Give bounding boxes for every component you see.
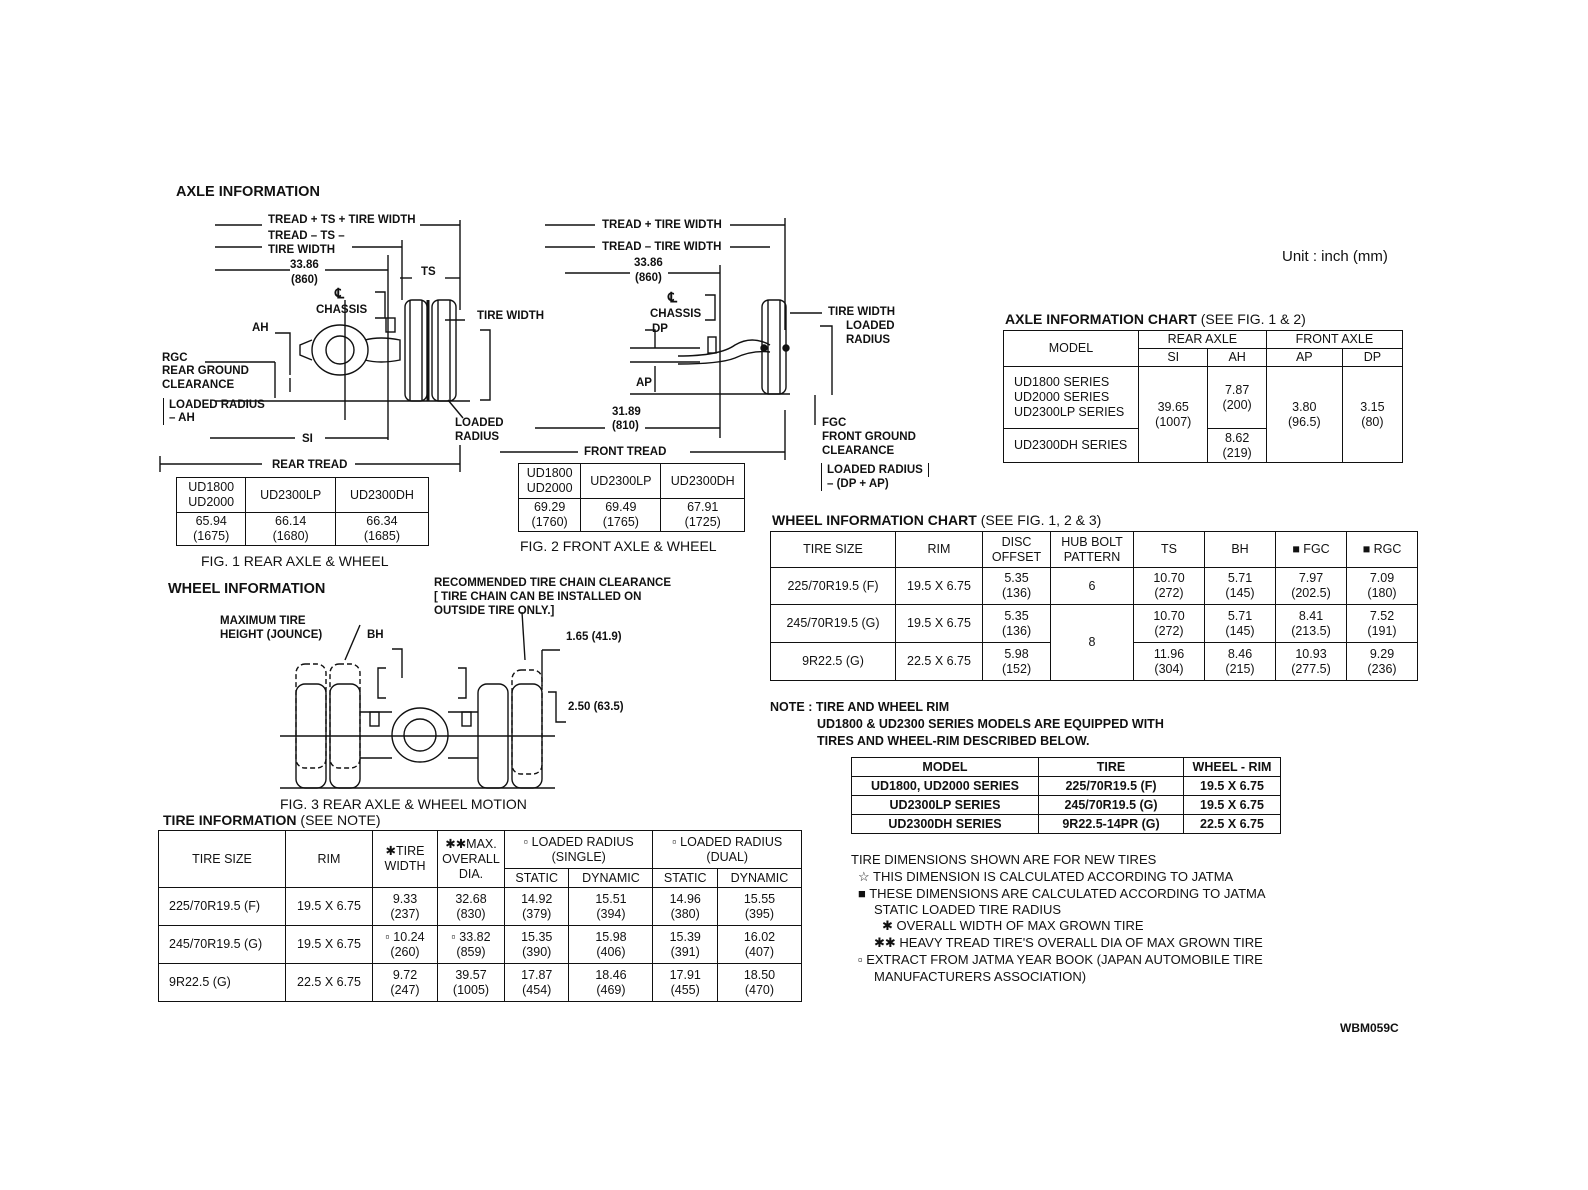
footnote-2: ■ THESE DIMENSIONS ARE CALCULATED ACCORDING TO JATMA bbox=[858, 886, 1266, 901]
fig1-loaded-radius: LOADED RADIUS bbox=[163, 398, 265, 412]
fig1-loaded: LOADED bbox=[455, 417, 504, 429]
fig3-caption: FIG. 3 REAR AXLE & WHEEL MOTION bbox=[280, 796, 527, 812]
fig3-drawing bbox=[280, 612, 566, 788]
note-line-2: UD1800 & UD2300 SERIES MODELS ARE EQUIPPED WITH bbox=[817, 717, 1164, 731]
fig2-front-tread: FRONT TREAD bbox=[584, 446, 667, 458]
wheel-chart-title: WHEEL INFORMATION CHART (SEE FIG. 1, 2 & 3) bbox=[772, 512, 1102, 528]
fig1-caption: FIG. 1 REAR AXLE & WHEEL bbox=[201, 553, 389, 569]
fig1-dim-860: (860) bbox=[291, 274, 318, 286]
unit-label: Unit : inch (mm) bbox=[1282, 248, 1388, 265]
table-row: 245/70R19.5 (G) 19.5 X 6.75 ▫ 10.24 (260) ▫ 33.82 (859) 15.35 (390) 15.98 (406) 15.39 (391) 16.02 (407) bbox=[159, 926, 802, 964]
note-line-1: NOTE : TIRE AND WHEEL RIM bbox=[770, 700, 950, 714]
fig2-caption: FIG. 2 FRONT AXLE & WHEEL bbox=[520, 538, 717, 554]
fig3-chain-2: [ TIRE CHAIN CAN BE INSTALLED ON bbox=[434, 591, 642, 603]
fig2-front-ground: FRONT GROUND bbox=[822, 431, 916, 443]
fig3-dim-165: 1.65 (41.9) bbox=[566, 631, 622, 643]
table-row: 225/70R19.5 (F) 19.5 X 6.75 5.35 (136) 6 10.70 (272) 5.71 (145) 7.97 (202.5) 7.09 (180) bbox=[771, 568, 1418, 605]
fig1-tread-minus-ts: TREAD – TS – bbox=[268, 230, 345, 242]
fig1-tread-minus-ts-2: TIRE WIDTH bbox=[268, 244, 336, 256]
table-row: 245/70R19.5 (G) 19.5 X 6.75 5.35 (136) 8 10.70 (272) 5.71 (145) 8.41 (213.5) 7.52 (191) bbox=[771, 605, 1418, 643]
fig1-rear-ground: REAR GROUND bbox=[162, 365, 249, 377]
drawing-code: WBM059C bbox=[1340, 1021, 1399, 1035]
fig1-minus-ah: – AH bbox=[163, 411, 195, 425]
axle-information-title: AXLE INFORMATION bbox=[176, 184, 320, 200]
fig2-dp: DP bbox=[652, 323, 668, 335]
fig2-loaded-radius: LOADED RADIUS bbox=[821, 463, 929, 477]
fig2-centerline-icon: ℄ bbox=[668, 289, 677, 305]
fig2-front-tread-table: UD1800 UD2000 UD2300LP UD2300DH 69.29 (1760) 69.49 (1765) 67.91 (1725) bbox=[518, 463, 745, 532]
fig3-bh: BH bbox=[367, 629, 384, 641]
fig1-clearance: CLEARANCE bbox=[162, 379, 235, 391]
fig2-radius: RADIUS bbox=[846, 334, 891, 346]
fig3-dim-250: 2.50 (63.5) bbox=[568, 701, 624, 713]
footnote-5b: MANUFACTURERS ASSOCIATION) bbox=[874, 969, 1087, 984]
fig2-dim-810: (810) bbox=[612, 420, 639, 432]
fig1-chassis: CHASSIS bbox=[316, 304, 368, 316]
axle-chart-title: AXLE INFORMATION CHART (SEE FIG. 1 & 2) bbox=[1005, 311, 1306, 327]
fig2-loaded: LOADED bbox=[846, 320, 895, 332]
fig1-radius: RADIUS bbox=[455, 431, 500, 443]
fig1-ah: AH bbox=[252, 322, 269, 334]
fig3-chain-1: RECOMMENDED TIRE CHAIN CLEARANCE bbox=[434, 577, 672, 589]
fig2-clearance: CLEARANCE bbox=[822, 445, 895, 457]
fig2-ap: AP bbox=[636, 377, 652, 389]
fig1-dim-3386: 33.86 bbox=[290, 259, 319, 271]
model-tire-rim-table: MODEL TIRE WHEEL - RIM UD1800, UD2000 SERIES 225/70R19.5 (F) 19.5 X 6.75 UD2300LP SERIES 245/70R19.5 (G) 19.5 X 6.75 UD2300DH SERIES 9R22.5-14PR (G) 22.5 X 6.75 bbox=[851, 757, 1281, 834]
tire-information-table: TIRE SIZE RIM ✱TIRE WIDTH ✱✱MAX. OVERALL DIA. ▫ LOADED RADIUS (SINGLE) ▫ LOADED RADIUS (DUAL) STATIC DYNAMIC STATIC DYNAMIC 225/70R19.5 (F) 19.5 X 6.75 9.33 (237) 32.68 (830) 14.92 (379) 15.51 (394) 14.96 (380) 15.55 (395) 245/70R19.5 (G) 19.5 X 6.75 ▫ 10.24 (260) ▫ 33.82 (859) 15.35 (390) 15.98 (406) 15.39 (391) 16.02 (407) 9R22.5 (G) 22.5 X 6.75 9.72 (247) 39.57 (1005) 17.87 (454) 18.46 (469) 17.91 (455) 18.50 (470) bbox=[158, 830, 802, 1002]
table-row: UD1800, UD2000 SERIES 225/70R19.5 (F) 19.5 X 6.75 bbox=[852, 777, 1281, 796]
footnote-0: TIRE DIMENSIONS SHOWN ARE FOR NEW TIRES bbox=[851, 852, 1157, 867]
wheel-information-chart: TIRE SIZE RIM DISC OFFSET HUB BOLT PATTERN TS BH ■ FGC ■ RGC 225/70R19.5 (F) 19.5 X 6.75 5.35 (136) 6 10.70 (272) 5.71 (145) 7.97 (202.5) 7.09 (180) 245/70R19.5 (G) 19.5 X 6.75 5.35 (136) 8 10.70 (272) 5.71 (145) 8.41 (213.5) 7.52 (191) 9R22.5 (G) 22.5 X 6.75 5.98 (152) 11.96 (304) 8.46 (215) 10.93 (277.5) 9.29 (236) bbox=[770, 531, 1418, 681]
fig2-chassis: CHASSIS bbox=[650, 308, 702, 320]
fig2-tread-minus-tire-width: TREAD – TIRE WIDTH bbox=[602, 241, 722, 253]
fig2-dim-860: (860) bbox=[635, 272, 662, 284]
footnote-2b: STATIC LOADED TIRE RADIUS bbox=[874, 902, 1062, 917]
table-row: 9R22.5 (G) 22.5 X 6.75 5.98 (152) 11.96 (304) 8.46 (215) 10.93 (277.5) 9.29 (236) bbox=[771, 643, 1418, 681]
axle-information-chart: MODEL REAR AXLE FRONT AXLE SI AH AP DP UD1800 SERIES UD2000 SERIES UD2300LP SERIES 39.65 (1007) 7.87 (200) 3.80 (96.5) 3.15 (80) UD2300DH SERIES 8.62 (219) bbox=[1003, 330, 1403, 463]
fig1-tread-ts-tire-width: TREAD + TS + TIRE WIDTH bbox=[268, 214, 416, 226]
fig1-dimension-lines bbox=[160, 220, 490, 472]
fig1-tire-width: TIRE WIDTH bbox=[477, 310, 545, 322]
fig3-chain-3: OUTSIDE TIRE ONLY.] bbox=[434, 605, 555, 617]
footnote-4: ✱✱ HEAVY TREAD TIRE'S OVERALL DIA OF MAX GROWN TIRE bbox=[874, 935, 1263, 950]
fig1-si: SI bbox=[302, 433, 313, 445]
table-row: UD2300LP SERIES 245/70R19.5 (G) 19.5 X 6.75 bbox=[852, 796, 1281, 815]
footnote-5: ▫ EXTRACT FROM JATMA YEAR BOOK (JAPAN AUTOMOBILE TIRE bbox=[858, 952, 1263, 967]
footnote-1: ☆ THIS DIMENSION IS CALCULATED ACCORDING TO JATMA bbox=[858, 869, 1234, 884]
fig2-dimension-lines bbox=[500, 218, 832, 460]
fig2-tire-width: TIRE WIDTH bbox=[828, 306, 896, 318]
fig1-rear-tread: REAR TREAD bbox=[272, 459, 348, 471]
tire-information-title: TIRE INFORMATION (SEE NOTE) bbox=[163, 812, 381, 828]
fig3-height-jounce: HEIGHT (JOUNCE) bbox=[220, 629, 323, 641]
fig1-centerline-icon: ℄ bbox=[335, 285, 344, 301]
fig2-fgc: FGC bbox=[822, 417, 847, 429]
fig1-ts: TS bbox=[421, 266, 436, 278]
fig1-rear-tread-table: UD1800 UD2000 UD2300LP UD2300DH 65.94 (1675) 66.14 (1680) 66.34 (1685) bbox=[176, 477, 429, 546]
table-row: 225/70R19.5 (F) 19.5 X 6.75 9.33 (237) 32.68 (830) 14.92 (379) 15.51 (394) 14.96 (380) 15.55 (395) bbox=[159, 888, 802, 926]
footnote-3: ✱ OVERALL WIDTH OF MAX GROWN TIRE bbox=[882, 918, 1144, 933]
fig2-minus-dp-ap: – (DP + AP) bbox=[821, 477, 889, 491]
fig1-rgc: RGC bbox=[162, 352, 188, 364]
fig2-dim-3189: 31.89 bbox=[612, 406, 641, 418]
note-line-3: TIRES AND WHEEL-RIM DESCRIBED BELOW. bbox=[817, 734, 1090, 748]
table-row: 9R22.5 (G) 22.5 X 6.75 9.72 (247) 39.57 (1005) 17.87 (454) 18.46 (469) 17.91 (455) 18.50 (470) bbox=[159, 964, 802, 1002]
wheel-information-title: WHEEL INFORMATION bbox=[168, 581, 326, 597]
fig2-tread-tire-width: TREAD + TIRE WIDTH bbox=[602, 219, 722, 231]
fig2-dim-3386: 33.86 bbox=[634, 257, 663, 269]
table-row: UD2300DH SERIES 9R22.5-14PR (G) 22.5 X 6.75 bbox=[852, 815, 1281, 834]
fig3-max-tire: MAXIMUM TIRE bbox=[220, 615, 306, 627]
